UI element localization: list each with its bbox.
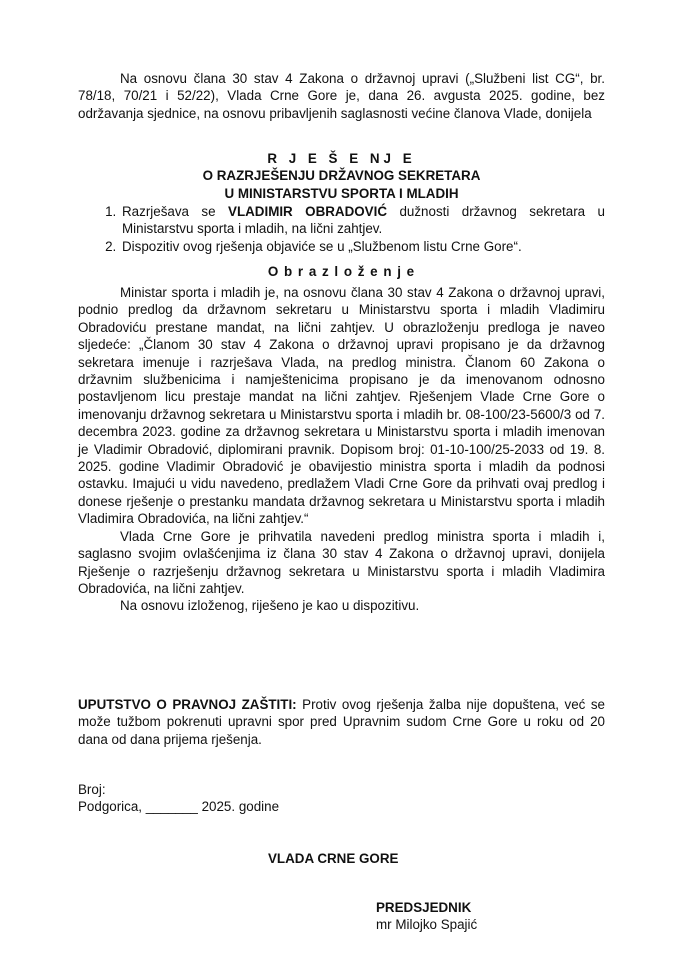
item-text: dužnosti državnog sekretara u Ministarstvu sporta i mladih, na lični zahtjev. — [122, 204, 605, 237]
preamble: Na osnovu člana 30 stav 4 Zakona o državnoj upravi („Službeni list CG“, br. 78/18, 70/21 i 52/22), Vlada Crne Gore je, dana 26. avgusta 2025. godine, bez održavanja sjednice, na osnovu pribavljenih saglasnosti većine članova Vlade, donijela — [78, 71, 605, 121]
legal-remedy — [78, 696, 605, 748]
signatory-name: mr Milojko Spajić — [376, 917, 478, 932]
explanation — [78, 284, 605, 615]
document-title — [78, 150, 605, 202]
explanation-paragraph: Vlada Crne Gore je prihvatila navedeni predlog ministra sporta i mladih i, saglasno svojim ovlašćenjima iz člana 30 stav 4 Zakona o državnoj upravi, donijela Rješenje o razrješenju državnog sekretara u Ministarstvu sporta i mladih Vladimira Obradovića, na lični zahtjev. — [78, 528, 605, 596]
title-line-3: U MINISTARSTVU SPORTA I MLADIH — [224, 185, 459, 201]
legal-remedy-text: Protiv ovog rješenja žalba nije dopuštena, već se može tužbom pokrenuti upravni spor pred Upravnim sudom Crne Gore u roku od 20 dana od dana prijema rješenja. — [78, 697, 605, 747]
title-line-2: O RAZRJEŠENJU DRŽAVNOG SEKRETARA — [202, 168, 481, 184]
number-line: Broj: — [78, 782, 106, 797]
disposition-list — [78, 203, 605, 255]
list-item — [120, 238, 605, 255]
explanation-paragraph: Na osnovu izloženog, riješeno je kao u dispozitivu. — [120, 598, 420, 614]
legal-remedy-label: UPUTSTVO O PRAVNOJ ZAŠTITI: — [78, 697, 297, 712]
list-item — [120, 203, 605, 238]
signatory-title: PREDSJEDNIK — [376, 900, 472, 915]
item-text: Razrješava se — [122, 204, 229, 219]
place-date: Podgorica, _______ 2025. godine — [78, 799, 280, 814]
explanation-paragraph: Ministar sporta i mladih je, na osnovu člana 30 stav 4 Zakona o državnoj upravi, podnio predlog da državnom sekretaru u Ministarstvu sporta i mladih Vladimiru Obradoviću prestane mandat, na lični zahtjev. U obrazloženju predloga je naveo sljedeće: „Članom 30 stav 4 Zakona o državnoj upravi propisano je da državnog sekretara imenuje i razrješava Vlada, na predlog ministra. Članom 60 Zakona o državnim službenicima i namještenicima propisano je da imenovanom odnosno postavljenom licu prestaje mandat na lični zahtjev. Rješenjem Vlade Crne Gore o imenovanju državnog sekretara u Ministarstvu sporta i mladih br. 08-100/23-5600/3 od 7. decembra 2023. godine za državnog sekretara u Ministarstvu sporta i mladih imenovan je Vladimir Obradović, diplomirani pravnik. Dopisom broj: 01-10-100/25-2033 od 19. 8. 2025. godine Vladimir Obradović je obavijestio ministra sporta i mladih da podnosi ostavku. Imajući u vidu navedeno, predlažem Vladi Crne Gore da prihvati ovaj predlog i donese rješenje o prestanku mandata državnog sekretara u Ministarstvu sporta i mladih Vladimira Obradovića, na lični zahtjev.“ — [78, 285, 605, 527]
item-name: VLADIMIR OBRADOVIĆ — [228, 204, 388, 219]
title-line-1: R J E Š E NJ E — [267, 151, 416, 166]
item-text: Dispozitiv ovog rješenja objaviće se u „Službenom listu Crne Gore“. — [122, 238, 522, 254]
issuer: VLADA CRNE GORE — [268, 851, 399, 866]
explanation-heading: O b r a z l o ž e n j e — [267, 264, 416, 279]
